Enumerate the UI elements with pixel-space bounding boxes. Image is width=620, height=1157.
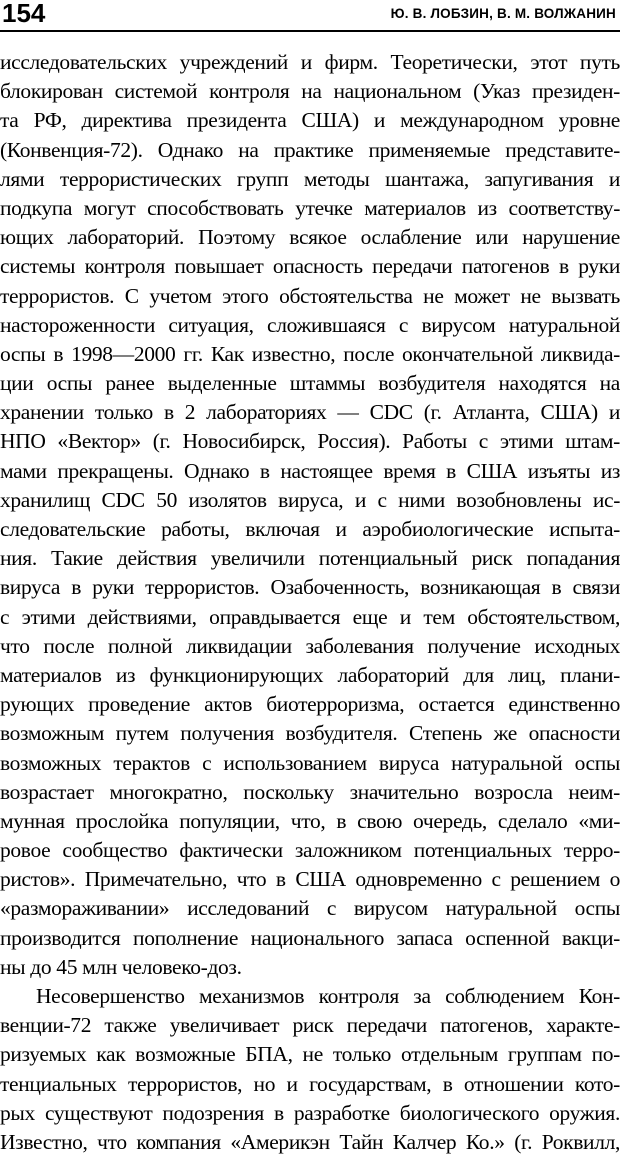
text-line: что после полной ликвидации заболевания получение исходных xyxy=(0,633,620,658)
text-line: вируса в руки террористов. Озабоченность, возникающая в связи xyxy=(0,575,620,600)
text-line: тенциальных террористов, но и государствам, в отношении кото- xyxy=(0,1071,620,1096)
text-line: рых существуют подозрения в разработке биологического оружия. xyxy=(0,1100,620,1125)
text-line: ны до 45 млн человеко-доз. xyxy=(0,954,242,979)
text-line: (Конвенция-72). Однако на практике применяемые представите- xyxy=(0,137,620,162)
running-head: Ю. В. ЛОБЗИН, В. М. ВОЛЖАНИН xyxy=(390,6,616,21)
text-line: системы контроля повышает опасность передачи патогенов в руки xyxy=(0,254,620,279)
text-line: лями террористических групп методы шантажа, запугивания и xyxy=(0,166,620,191)
text-line: возрастает многократно, поскольку значительно возросла неим- xyxy=(0,779,620,804)
text-line: ния. Такие действия увеличили потенциальный риск попадания xyxy=(0,546,620,571)
text-line: ристов». Примечательно, что в США одновременно с решением о xyxy=(0,867,620,892)
text-line: возможным путем получения возбудителя. Степень же опасности xyxy=(0,721,620,746)
text-line: террористов. С учетом этого обстоятельства не может не вызвать xyxy=(0,283,620,308)
text-line: венции-72 также увеличивает риск передачи патогенов, характе- xyxy=(0,1013,620,1038)
text-line: Несовершенство механизмов контроля за соблюдением Кон- xyxy=(36,984,620,1008)
text-line: Известно, что компания «Америкэн Тайн Калчер Ко.» (г. Роквилл, xyxy=(0,1129,620,1154)
text-line: блокирован системой контроля на национальном (Указ президен- xyxy=(0,79,620,104)
text-line: исследовательских учреждений и фирм. Теоретически, этот путь xyxy=(0,50,620,74)
text-line: материалов из функционирующих лабораторий для лиц, плани- xyxy=(0,662,620,687)
text-line: та РФ, директива президента США) и международном уровне xyxy=(0,108,620,133)
text-line: ции оспы ранее выделенные штаммы возбудителя находятся на xyxy=(0,371,620,396)
text-line: ровое сообщество фактически заложником потенциальных терро- xyxy=(0,838,620,863)
text-line: «размораживании» исследований с вирусом натуральной оспы xyxy=(0,896,620,921)
text-line: с этими действиями, оправдывается еще и тем обстоятельством, xyxy=(0,604,620,629)
text-line: следовательские работы, включая и аэробиологические испыта- xyxy=(0,517,620,541)
text-line: хранилищ CDC 50 изолятов вируса, и с ними возобновлены ис- xyxy=(0,487,620,512)
text-line: возможных терактов с использованием вируса натуральной оспы xyxy=(0,750,620,775)
text-line: мами прекращены. Однако в настоящее время в США изъяты из xyxy=(0,458,620,483)
text-line: ризуемых как возможные БПА, не только отдельным группам по- xyxy=(0,1042,620,1067)
text-line: НПО «Вектор» (г. Новосибирск, Россия). Работы с этими штам- xyxy=(0,429,620,454)
page-number: 154 xyxy=(2,0,46,28)
header-rule xyxy=(0,30,620,32)
text-line: хранении только в 2 лабораториях — CDC (г. Атланта, США) и xyxy=(0,400,620,425)
text-line: подкупа могут способствовать утечке материалов из соответству- xyxy=(0,195,620,220)
text-line: оспы в 1998—2000 гг. Как известно, после окончательной ликвида- xyxy=(0,341,620,366)
text-line: рующих проведение актов биотерроризма, остается единственно xyxy=(0,692,620,717)
text-line: настороженности ситуация, сложившаяся с вирусом натуральной xyxy=(0,312,620,337)
text-line: мунная прослойка популяции, что, в свою очередь, сделало «ми- xyxy=(0,808,620,833)
text-line: ющих лабораторий. Поэтому всякое ослабление или нарушение xyxy=(0,225,620,250)
text-line: производится пополнение национального запаса оспенной вакци- xyxy=(0,925,620,950)
body-text xyxy=(0,48,620,1157)
page-header xyxy=(0,0,620,32)
